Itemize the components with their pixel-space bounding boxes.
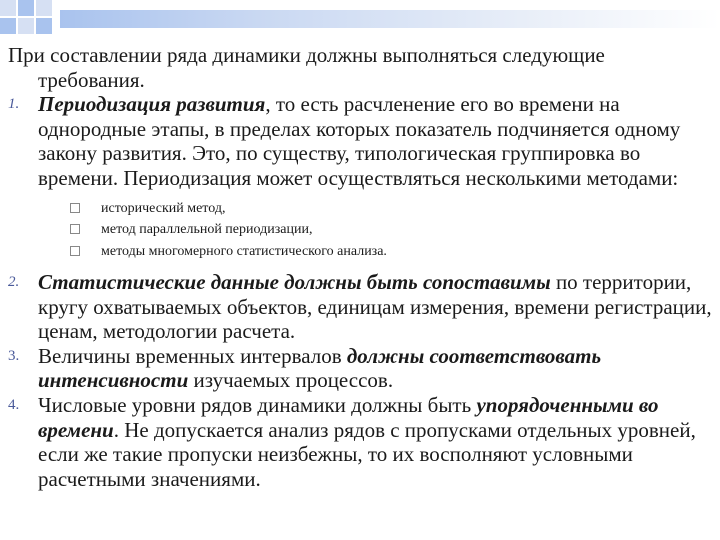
item-number: 3. xyxy=(8,347,20,364)
item-text: . Не допускается анализ рядов с пропусками отдельных уровней, если же такие пропуски неизбежны, то их восполняют условными расчетными значениями. xyxy=(38,417,696,491)
emphasis-text: Периодизация развития xyxy=(38,92,266,117)
emphasis-text: упорядоченными во времени xyxy=(38,393,659,442)
emphasis-text: Статистические данные должны быть сопоставимы xyxy=(38,270,551,295)
deco-square xyxy=(36,18,52,34)
intro-text: При составлении ряда динамики должны выполняться следующие требования. xyxy=(8,43,605,92)
deco-square xyxy=(0,18,16,34)
deco-square xyxy=(0,0,16,16)
deco-square xyxy=(18,0,34,16)
emphasis-text: должны соответствовать интенсивности xyxy=(38,343,602,393)
item-number: 1. xyxy=(8,96,20,113)
item-prefix: Величины временных интервалов xyxy=(38,343,347,368)
decorative-header xyxy=(0,0,720,40)
checkbox-icon xyxy=(70,246,80,256)
header-gradient-bar xyxy=(60,10,720,28)
item-number: 4. xyxy=(8,397,20,414)
list-item xyxy=(8,393,714,491)
method-item: методы многомерного статистического анализа. xyxy=(68,241,714,263)
item-text: по территории, кругу охватываемых объектов, единицам измерения, времени регистрации, ценам, методологии расчета. xyxy=(38,270,712,344)
checkbox-icon xyxy=(70,224,80,234)
method-item: метод параллельной периодизации, xyxy=(68,219,714,241)
item-text: , то есть расчленение его во времени на однородные этапы, в пределах которых показатель подчиняется одному закону развития. Это, по существу, типологическая группировка во времени. Периодизация может осуществляться несколькими методами: xyxy=(38,92,681,190)
deco-square xyxy=(18,18,34,34)
item-prefix: Числовые уровни рядов динамики должны быть xyxy=(38,393,477,418)
list-item xyxy=(8,344,714,393)
methods-list xyxy=(68,198,714,263)
item-text: изучаемых процессов. xyxy=(188,368,394,393)
item-number: 2. xyxy=(8,274,20,291)
list-item xyxy=(8,270,714,344)
list-item xyxy=(8,92,714,262)
deco-square xyxy=(36,0,52,16)
method-item: исторический метод, xyxy=(68,198,714,220)
checkbox-icon xyxy=(70,203,80,213)
slide-body xyxy=(8,43,714,491)
